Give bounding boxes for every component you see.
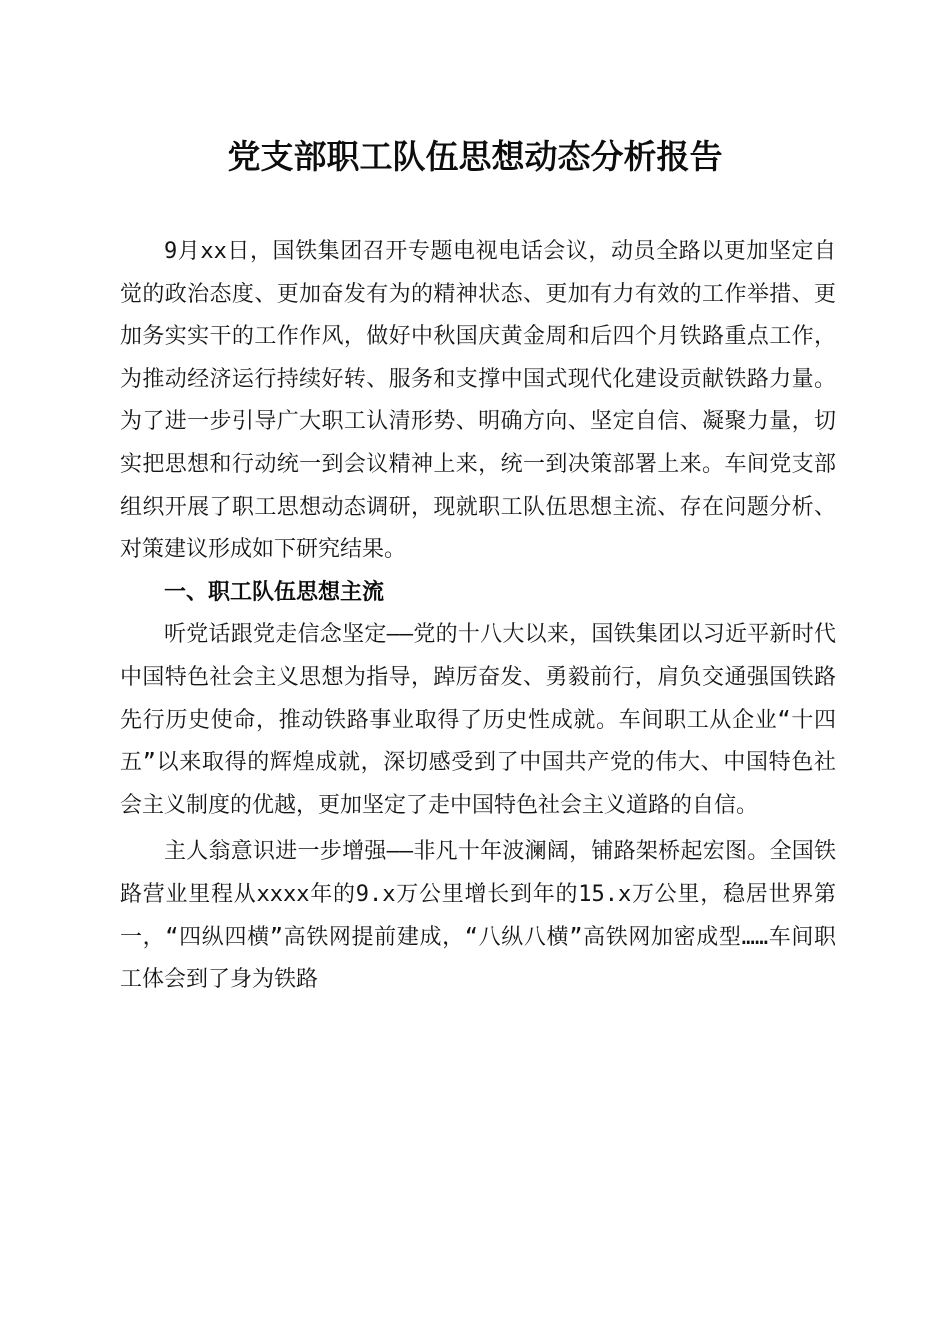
document-body xyxy=(120,231,836,1002)
body-paragraph: 听党话跟党走信念坚定——党的十八大以来，国铁集团以习近平新时代中国特色社会主义思想为指导，踔厉奋发、勇毅前行，肩负交通强国铁路先行历史使命，推动铁路事业取得了历史性成就。车间职工从企业“十四五”以来取得的辉煌成就，深切感受到了中国共产党的伟大、中国特色社会主义制度的优越，更加坚定了走中国特色社会主义道路的自信。 xyxy=(120,622,836,818)
body-paragraph: 主人翁意识进一步增强——非凡十年波澜阔，铺路架桥起宏图。全国铁路营业里程从xxxx年的9.x万公里增长到年的15.x万公里，稳居世界第一，“四纵四横”高铁网提前建成，“八纵八横”高铁网加密成型……车间职工体会到了身为铁路 xyxy=(120,839,836,993)
intro-paragraph: 9月xx日，国铁集团召开专题电视电话会议，动员全路以更加坚定自觉的政治态度、更加奋发有为的精神状态、更加有力有效的工作举措、更加务实实干的工作作风，做好中秋国庆黄金周和后四个月铁路重点工作，为推动经济运行持续好转、服务和支撑中国式现代化建设贡献铁路力量。为了进一步引导广大职工认清形势、明确方向、坚定自信、凝聚力量，切实把思想和行动统一到会议精神上来，统一到决策部署上来。车间党支部组织开展了职工思想动态调研，现就职工队伍思想主流、存在问题分析、对策建议形成如下研究结果。 xyxy=(120,239,836,563)
document-title: 党支部职工队伍思想动态分析报告 xyxy=(227,137,723,176)
section-heading: 一、职工队伍思想主流 xyxy=(164,579,385,605)
